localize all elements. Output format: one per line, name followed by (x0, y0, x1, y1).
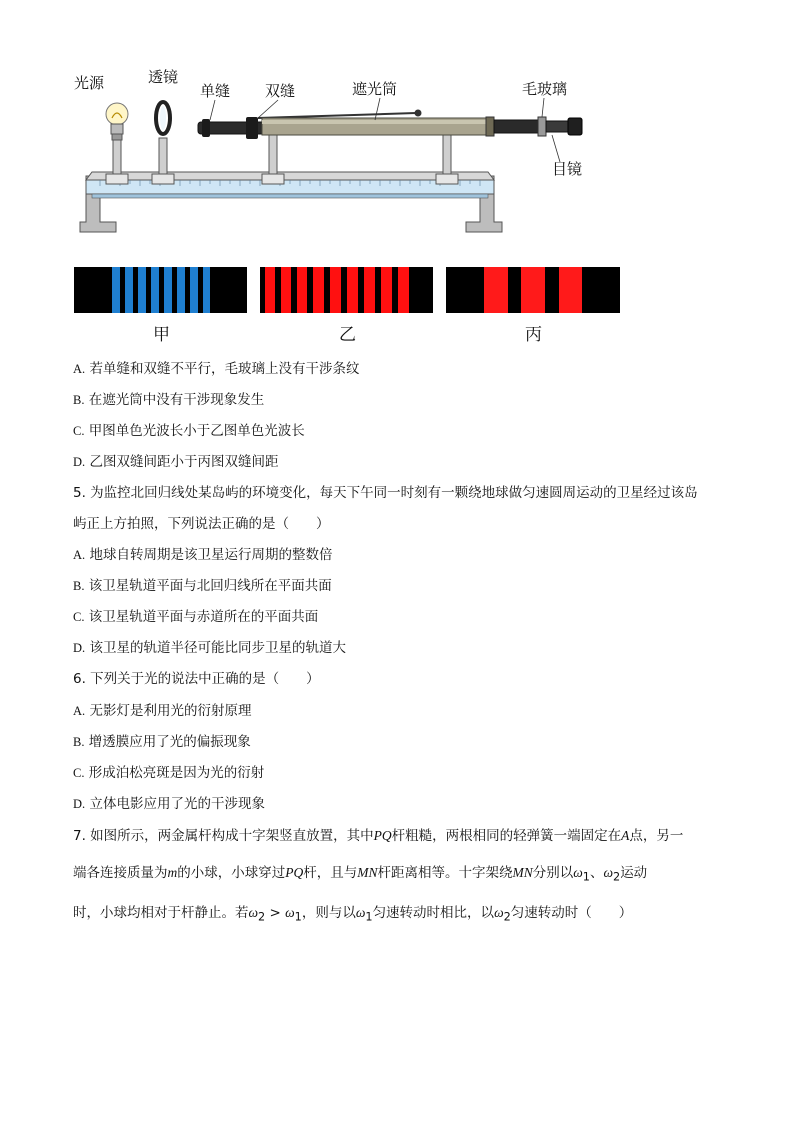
caption-bing: 丙 (525, 325, 542, 345)
q4-option-c: C. 甲图单色光波长小于乙图单色光波长 (73, 423, 305, 439)
rider-lamp (106, 174, 128, 184)
q4-option-a: A. 若单缝和双缝不平行，毛玻璃上没有干涉条纹 (73, 361, 360, 377)
light-bulb (106, 103, 128, 140)
label-lens: 透镜 (148, 68, 179, 86)
apparatus-diagram (60, 60, 600, 240)
q7-stem-line1: 7. 如图所示，两金属杆构成十字架竖直放置，其中PQ杆粗糙，两根相同的轻弹簧一端固定在A点，另一 (73, 828, 684, 844)
label-light-source: 光源 (74, 74, 105, 92)
q6-stem: 6. 下列关于光的说法中正确的是（ ） (73, 671, 320, 687)
q6-option-b: B. 增透膜应用了光的偏振现象 (73, 734, 251, 750)
q4-option-b: B. 在遮光筒中没有干涉现象发生 (73, 392, 265, 408)
optical-bench-top (86, 172, 494, 180)
rider-slits (262, 174, 284, 184)
q6-option-c: C. 形成泊松亮斑是因为光的衍射 (73, 765, 265, 781)
pattern-jia (74, 267, 247, 313)
label-double-slit: 双缝 (265, 82, 296, 100)
lever-rod (258, 113, 416, 118)
label-shade-tube: 遮光筒 (352, 80, 398, 98)
caption-yi: 乙 (339, 325, 356, 345)
q5-option-c: C. 该卫星轨道平面与赤道所在的平面共面 (73, 609, 319, 625)
q5-option-b: B. 该卫星轨道平面与北回归线所在平面共面 (73, 578, 332, 594)
q4-option-d: D. 乙图双缝间距小于丙图双缝间距 (73, 454, 279, 470)
q7-stem-line2: 端各连接质量为m的小球，小球穿过PQ杆，且与MN杆距离相等。十字架绕MN分别以$\omega_1$、$\omega_2$运动 (73, 865, 648, 884)
caption-jia: 甲 (153, 325, 170, 345)
q6-option-a: A. 无影灯是利用光的衍射原理 (73, 703, 252, 719)
label-frosted-glass: 毛玻璃 (522, 80, 568, 98)
rider-tube (436, 174, 458, 184)
q5-stem-line2: 屿正上方拍照，下列说法正确的是（ ） (73, 516, 330, 532)
pattern-bing (446, 267, 620, 313)
lens (156, 102, 170, 134)
q5-option-d: D. 该卫星的轨道半径可能比同步卫星的轨道大 (73, 640, 346, 656)
label-single-slit: 单缝 (200, 82, 231, 100)
q7-stem-line3: 时，小球均相对于杆静止。若$\omega_2 > \omega_1$，则与以$\omega_1$匀速转动时相比，以$\omega_2$匀速转动时（ ） (73, 905, 633, 924)
q5-stem-line1: 5. 为监控北回归线处某岛屿的环境变化，每天下午同一时刻有一颗绕地球做匀速圆周运动的卫星经过该岛 (73, 485, 698, 501)
label-eyepiece: 目镜 (552, 160, 583, 178)
eyepiece-tube (494, 120, 538, 133)
rider-lens (152, 174, 174, 184)
q5-option-a: A. 地球自转周期是该卫星运行周期的整数倍 (73, 547, 333, 563)
pattern-yi (260, 267, 433, 313)
q6-option-d: D. 立体电影应用了光的干涉现象 (73, 796, 265, 812)
